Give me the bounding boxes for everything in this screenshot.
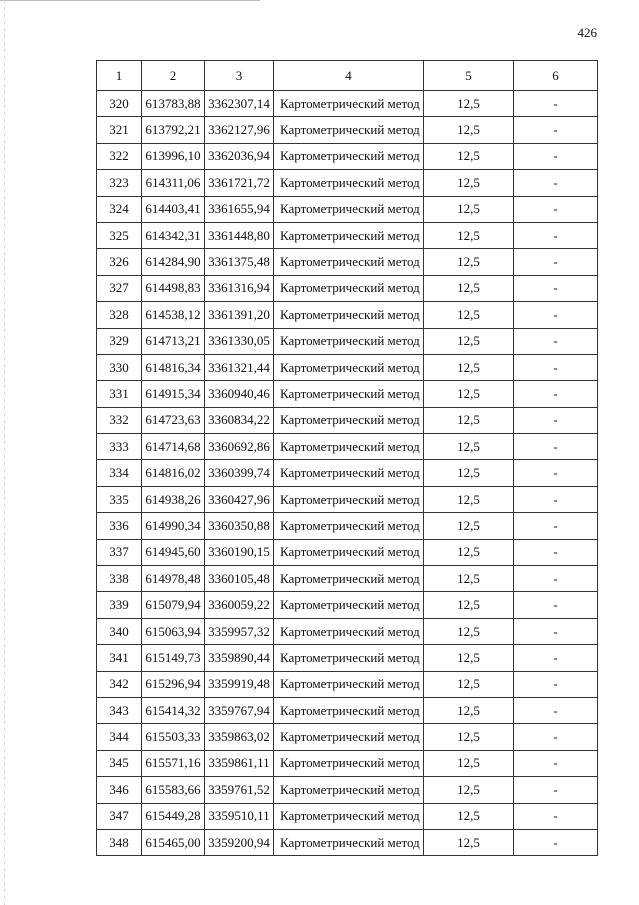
y-coordinate-cell: 3360399,74 — [205, 460, 274, 486]
x-coordinate-cell: 614498,83 — [142, 275, 205, 301]
method-cell: Картометрический метод — [274, 671, 424, 697]
table-row — [97, 275, 598, 301]
y-coordinate-cell: 3361321,44 — [205, 354, 274, 380]
method-cell: Картометрический метод — [274, 592, 424, 618]
table-row — [97, 671, 598, 697]
note-cell: - — [514, 222, 598, 248]
x-coordinate-cell: 615465,00 — [142, 829, 205, 855]
table-row — [97, 143, 598, 169]
method-cell: Картометрический метод — [274, 724, 424, 750]
y-coordinate-cell: 3359863,02 — [205, 724, 274, 750]
accuracy-cell: 12,5 — [424, 170, 514, 196]
note-cell: - — [514, 460, 598, 486]
y-coordinate-cell: 3361655,94 — [205, 196, 274, 222]
y-coordinate-cell: 3362036,94 — [205, 143, 274, 169]
accuracy-cell: 12,5 — [424, 434, 514, 460]
table-row — [97, 407, 598, 433]
note-cell: - — [514, 196, 598, 222]
point-number-cell: 326 — [97, 249, 142, 275]
table-row — [97, 170, 598, 196]
method-cell: Картометрический метод — [274, 777, 424, 803]
accuracy-cell: 12,5 — [424, 143, 514, 169]
method-cell: Картометрический метод — [274, 117, 424, 143]
accuracy-cell: 12,5 — [424, 513, 514, 539]
note-cell: - — [514, 328, 598, 354]
method-cell: Картометрический метод — [274, 91, 424, 117]
point-number-cell: 344 — [97, 724, 142, 750]
y-coordinate-cell: 3359510,11 — [205, 803, 274, 829]
table-row — [97, 381, 598, 407]
note-cell: - — [514, 618, 598, 644]
header-cell: 5 — [424, 61, 514, 91]
accuracy-cell: 12,5 — [424, 486, 514, 512]
table-row — [97, 539, 598, 565]
accuracy-cell: 12,5 — [424, 91, 514, 117]
table-row — [97, 592, 598, 618]
method-cell: Картометрический метод — [274, 618, 424, 644]
point-number-cell: 330 — [97, 354, 142, 380]
accuracy-cell: 12,5 — [424, 460, 514, 486]
x-coordinate-cell: 614342,31 — [142, 222, 205, 248]
table-row — [97, 829, 598, 855]
x-coordinate-cell: 614816,02 — [142, 460, 205, 486]
table-row — [97, 486, 598, 512]
x-coordinate-cell: 614311,06 — [142, 170, 205, 196]
method-cell: Картометрический метод — [274, 803, 424, 829]
y-coordinate-cell: 3361391,20 — [205, 302, 274, 328]
x-coordinate-cell: 615149,73 — [142, 645, 205, 671]
note-cell: - — [514, 354, 598, 380]
x-coordinate-cell: 615063,94 — [142, 618, 205, 644]
method-cell: Картометрический метод — [274, 302, 424, 328]
x-coordinate-cell: 613996,10 — [142, 143, 205, 169]
x-coordinate-cell: 614816,34 — [142, 354, 205, 380]
note-cell: - — [514, 170, 598, 196]
table-row — [97, 803, 598, 829]
note-cell: - — [514, 750, 598, 776]
table-row — [97, 724, 598, 750]
header-cell: 1 — [97, 61, 142, 91]
table-header-row — [97, 61, 598, 91]
x-coordinate-cell: 614945,60 — [142, 539, 205, 565]
accuracy-cell: 12,5 — [424, 697, 514, 723]
point-number-cell: 331 — [97, 381, 142, 407]
y-coordinate-cell: 3360105,48 — [205, 566, 274, 592]
method-cell: Картометрический метод — [274, 434, 424, 460]
note-cell: - — [514, 592, 598, 618]
point-number-cell: 336 — [97, 513, 142, 539]
accuracy-cell: 12,5 — [424, 777, 514, 803]
y-coordinate-cell: 3361448,80 — [205, 222, 274, 248]
method-cell: Картометрический метод — [274, 249, 424, 275]
x-coordinate-cell: 615296,94 — [142, 671, 205, 697]
note-cell: - — [514, 803, 598, 829]
x-coordinate-cell: 614978,48 — [142, 566, 205, 592]
note-cell: - — [514, 513, 598, 539]
note-cell: - — [514, 275, 598, 301]
table-row — [97, 302, 598, 328]
y-coordinate-cell: 3359957,32 — [205, 618, 274, 644]
x-coordinate-cell: 613783,88 — [142, 91, 205, 117]
accuracy-cell: 12,5 — [424, 724, 514, 750]
table-row — [97, 618, 598, 644]
accuracy-cell: 12,5 — [424, 592, 514, 618]
point-number-cell: 323 — [97, 170, 142, 196]
note-cell: - — [514, 143, 598, 169]
method-cell: Картометрический метод — [274, 196, 424, 222]
x-coordinate-cell: 615414,32 — [142, 697, 205, 723]
x-coordinate-cell: 614938,26 — [142, 486, 205, 512]
accuracy-cell: 12,5 — [424, 539, 514, 565]
point-number-cell: 332 — [97, 407, 142, 433]
accuracy-cell: 12,5 — [424, 222, 514, 248]
point-number-cell: 345 — [97, 750, 142, 776]
y-coordinate-cell: 3359890,44 — [205, 645, 274, 671]
point-number-cell: 338 — [97, 566, 142, 592]
x-coordinate-cell: 615503,33 — [142, 724, 205, 750]
table-row — [97, 196, 598, 222]
method-cell: Картометрический метод — [274, 460, 424, 486]
table-row — [97, 249, 598, 275]
method-cell: Картометрический метод — [274, 407, 424, 433]
x-coordinate-cell: 614538,12 — [142, 302, 205, 328]
note-cell: - — [514, 434, 598, 460]
point-number-cell: 341 — [97, 645, 142, 671]
table-row — [97, 750, 598, 776]
point-number-cell: 335 — [97, 486, 142, 512]
method-cell: Картометрический метод — [274, 697, 424, 723]
x-coordinate-cell: 614284,90 — [142, 249, 205, 275]
y-coordinate-cell: 3360427,96 — [205, 486, 274, 512]
method-cell: Картометрический метод — [274, 381, 424, 407]
y-coordinate-cell: 3360834,22 — [205, 407, 274, 433]
table-row — [97, 513, 598, 539]
accuracy-cell: 12,5 — [424, 302, 514, 328]
table-row — [97, 697, 598, 723]
note-cell: - — [514, 697, 598, 723]
note-cell: - — [514, 381, 598, 407]
point-number-cell: 328 — [97, 302, 142, 328]
x-coordinate-cell: 615079,94 — [142, 592, 205, 618]
y-coordinate-cell: 3360190,15 — [205, 539, 274, 565]
point-number-cell: 348 — [97, 829, 142, 855]
accuracy-cell: 12,5 — [424, 275, 514, 301]
y-coordinate-cell: 3360350,88 — [205, 513, 274, 539]
note-cell: - — [514, 117, 598, 143]
coordinates-table — [96, 60, 598, 856]
x-coordinate-cell: 614915,34 — [142, 381, 205, 407]
header-cell: 3 — [205, 61, 274, 91]
x-coordinate-cell: 615449,28 — [142, 803, 205, 829]
y-coordinate-cell: 3360059,22 — [205, 592, 274, 618]
method-cell: Картометрический метод — [274, 170, 424, 196]
accuracy-cell: 12,5 — [424, 381, 514, 407]
note-cell: - — [514, 829, 598, 855]
method-cell: Картометрический метод — [274, 222, 424, 248]
method-cell: Картометрический метод — [274, 566, 424, 592]
y-coordinate-cell: 3361330,05 — [205, 328, 274, 354]
method-cell: Картометрический метод — [274, 539, 424, 565]
x-coordinate-cell: 614403,41 — [142, 196, 205, 222]
note-cell: - — [514, 486, 598, 512]
point-number-cell: 320 — [97, 91, 142, 117]
table-row — [97, 460, 598, 486]
header-cell: 6 — [514, 61, 598, 91]
point-number-cell: 325 — [97, 222, 142, 248]
method-cell: Картометрический метод — [274, 645, 424, 671]
accuracy-cell: 12,5 — [424, 671, 514, 697]
y-coordinate-cell: 3362307,14 — [205, 91, 274, 117]
accuracy-cell: 12,5 — [424, 407, 514, 433]
note-cell: - — [514, 407, 598, 433]
note-cell: - — [514, 249, 598, 275]
y-coordinate-cell: 3361721,72 — [205, 170, 274, 196]
method-cell: Картометрический метод — [274, 328, 424, 354]
point-number-cell: 340 — [97, 618, 142, 644]
table-row — [97, 328, 598, 354]
accuracy-cell: 12,5 — [424, 566, 514, 592]
table-row — [97, 777, 598, 803]
table-row — [97, 117, 598, 143]
point-number-cell: 324 — [97, 196, 142, 222]
method-cell: Картометрический метод — [274, 275, 424, 301]
point-number-cell: 347 — [97, 803, 142, 829]
method-cell: Картометрический метод — [274, 750, 424, 776]
accuracy-cell: 12,5 — [424, 829, 514, 855]
x-coordinate-cell: 614714,68 — [142, 434, 205, 460]
note-cell: - — [514, 724, 598, 750]
point-number-cell: 327 — [97, 275, 142, 301]
method-cell: Картометрический метод — [274, 143, 424, 169]
accuracy-cell: 12,5 — [424, 618, 514, 644]
note-cell: - — [514, 777, 598, 803]
header-cell: 2 — [142, 61, 205, 91]
point-number-cell: 346 — [97, 777, 142, 803]
note-cell: - — [514, 302, 598, 328]
accuracy-cell: 12,5 — [424, 354, 514, 380]
table-row — [97, 91, 598, 117]
note-cell: - — [514, 671, 598, 697]
note-cell: - — [514, 566, 598, 592]
accuracy-cell: 12,5 — [424, 803, 514, 829]
y-coordinate-cell: 3359200,94 — [205, 829, 274, 855]
table-row — [97, 354, 598, 380]
point-number-cell: 322 — [97, 143, 142, 169]
table-row — [97, 645, 598, 671]
y-coordinate-cell: 3359919,48 — [205, 671, 274, 697]
y-coordinate-cell: 3359767,94 — [205, 697, 274, 723]
note-cell: - — [514, 91, 598, 117]
scan-artifact-edge — [4, 0, 5, 905]
point-number-cell: 343 — [97, 697, 142, 723]
point-number-cell: 337 — [97, 539, 142, 565]
y-coordinate-cell: 3359761,52 — [205, 777, 274, 803]
accuracy-cell: 12,5 — [424, 196, 514, 222]
table-body — [97, 61, 598, 856]
method-cell: Картометрический метод — [274, 829, 424, 855]
point-number-cell: 333 — [97, 434, 142, 460]
header-cell: 4 — [274, 61, 424, 91]
y-coordinate-cell: 3361375,48 — [205, 249, 274, 275]
x-coordinate-cell: 615571,16 — [142, 750, 205, 776]
scan-artifact-line — [0, 0, 260, 1]
x-coordinate-cell: 613792,21 — [142, 117, 205, 143]
x-coordinate-cell: 614713,21 — [142, 328, 205, 354]
x-coordinate-cell: 614723,63 — [142, 407, 205, 433]
y-coordinate-cell: 3359861,11 — [205, 750, 274, 776]
point-number-cell: 321 — [97, 117, 142, 143]
table-row — [97, 566, 598, 592]
y-coordinate-cell: 3360940,46 — [205, 381, 274, 407]
accuracy-cell: 12,5 — [424, 117, 514, 143]
note-cell: - — [514, 645, 598, 671]
table-row — [97, 222, 598, 248]
accuracy-cell: 12,5 — [424, 328, 514, 354]
x-coordinate-cell: 615583,66 — [142, 777, 205, 803]
table-row — [97, 434, 598, 460]
x-coordinate-cell: 614990,34 — [142, 513, 205, 539]
accuracy-cell: 12,5 — [424, 750, 514, 776]
y-coordinate-cell: 3360692,86 — [205, 434, 274, 460]
method-cell: Картометрический метод — [274, 354, 424, 380]
method-cell: Картометрический метод — [274, 513, 424, 539]
note-cell: - — [514, 539, 598, 565]
method-cell: Картометрический метод — [274, 486, 424, 512]
point-number-cell: 334 — [97, 460, 142, 486]
point-number-cell: 339 — [97, 592, 142, 618]
page-number: 426 — [577, 25, 597, 40]
point-number-cell: 342 — [97, 671, 142, 697]
accuracy-cell: 12,5 — [424, 249, 514, 275]
point-number-cell: 329 — [97, 328, 142, 354]
accuracy-cell: 12,5 — [424, 645, 514, 671]
y-coordinate-cell: 3361316,94 — [205, 275, 274, 301]
y-coordinate-cell: 3362127,96 — [205, 117, 274, 143]
